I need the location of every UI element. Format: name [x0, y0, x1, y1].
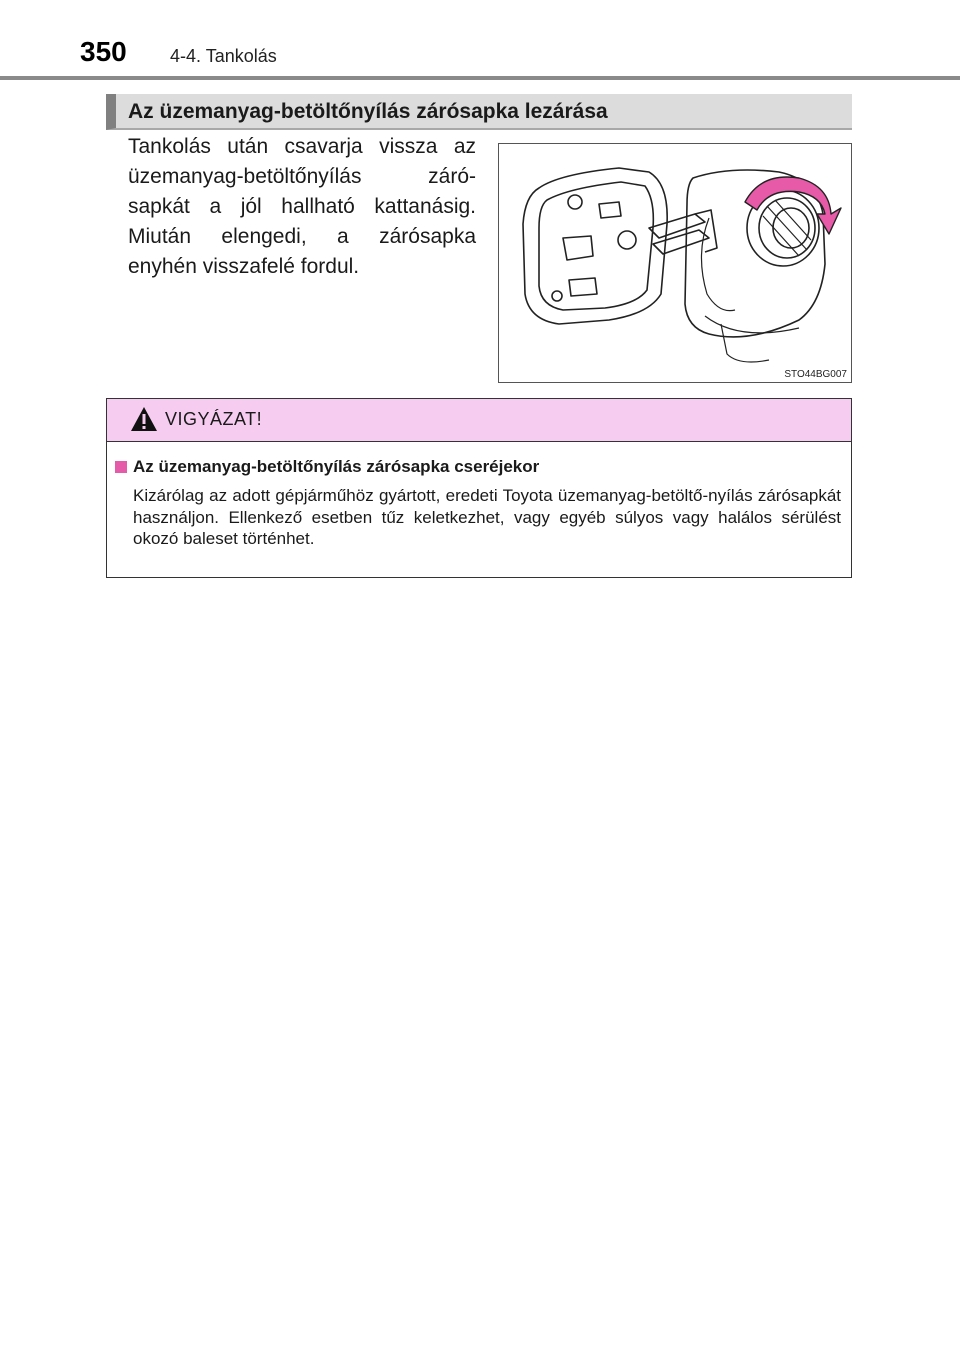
- chapter-title: 4-4. Tankolás: [170, 46, 277, 66]
- square-bullet-icon: [115, 461, 127, 473]
- page-number: 350: [80, 36, 127, 67]
- caution-header: [107, 399, 851, 442]
- header-divider: [0, 76, 960, 80]
- section-heading-text: Az üzemanyag-betöltőnyílás zárósapka lezárása: [128, 100, 608, 123]
- warning-triangle-icon: [129, 405, 159, 433]
- caution-subtitle: Az üzemanyag-betöltőnyílás zárósapka cseréjekor: [133, 457, 540, 476]
- fuel-cap-illustration: [498, 143, 852, 383]
- rotation-arrow-icon: [499, 144, 850, 381]
- figure-code: STO44BG007: [784, 369, 847, 380]
- section-heading: [106, 94, 852, 130]
- caution-box: [106, 398, 852, 578]
- caution-title: VIGYÁZAT!: [165, 409, 263, 429]
- caution-text: Kizárólag az adott gépjárműhöz gyártott, eredeti Toyota üzemanyag-betöltő-nyílás zárósapkát használjon. Ellenkező esetben tűz keletkezhet, vagy egyéb súlyos vagy halálos sérülést okozó baleset történhet.: [133, 486, 841, 548]
- body-paragraph: Tankolás után csavarja vissza az üzemanyag-betöltőnyílás záró-sapkát a jól hallható kattanásig. Miután elengedi, a zárósapka enyhén visszafelé fordul.: [128, 135, 476, 278]
